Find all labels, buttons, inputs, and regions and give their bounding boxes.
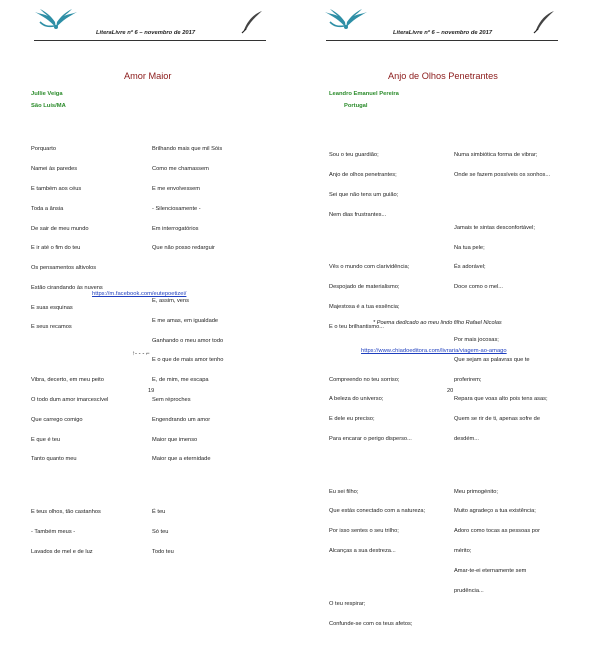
left-page (0, 0, 300, 555)
verse-line: Que estás conectado com a natureza; (329, 508, 426, 515)
poem-column-left (31, 120, 108, 588)
verse-line: Numa simbiótica forma de vibrar; (454, 152, 538, 159)
verse-line: Maior que imenso (152, 436, 198, 443)
poem-author: Leandro Emanuel Pereira (329, 91, 399, 97)
stanza (454, 475, 550, 607)
page-header: LiteraLivre nº 6 – novembro de 2017 (393, 30, 493, 36)
verse-line: De sair de meu mundo (31, 225, 89, 232)
verse-line: Só teu (152, 528, 169, 535)
verse-line: E me envolvessem (152, 185, 201, 192)
author-location: Portugal (344, 103, 368, 109)
verse-line: Majestosa é a tua essência; (329, 304, 400, 311)
header-divider (34, 40, 266, 41)
verse-line: Vês o mundo com clarividência; (329, 264, 410, 271)
stanza (329, 475, 425, 567)
author-location: São Luís/MA (31, 103, 66, 109)
verse-line: Amar-te-ei eternamente sem (454, 567, 527, 574)
verse-line: E suas esquinas (31, 304, 73, 311)
poem-column-right (454, 126, 550, 621)
page-number: 20 (447, 388, 454, 394)
verse-line: E seus recamos (31, 324, 72, 331)
dedication-note: * Poema dedicado ao meu lindo filho Rafael Nicolas (373, 320, 502, 326)
verse-line: - Silenciosamente - (152, 205, 201, 212)
verse-line: Eu sei filho; (329, 488, 359, 495)
verse-line: É teu (152, 509, 166, 516)
verse-line: E, de mim, me escapa (152, 377, 209, 384)
stanza (454, 139, 550, 192)
verse-line: Estão cirandando às nuvens (31, 284, 103, 291)
poem-column-right (152, 120, 223, 588)
poem-title: Anjo de Olhos Penetrantes (388, 71, 498, 81)
verse-line: Anjo de olhos penetrantes; (329, 172, 397, 179)
stanza (329, 588, 425, 641)
verse-line: O todo dum amor imarcescível (31, 396, 109, 403)
verse-line: Namei às paredes (31, 166, 78, 173)
verse-line: Nem dias frustrantes... (329, 211, 387, 218)
verse-line: Todo teu (152, 548, 174, 555)
quill-pen-icon (532, 10, 556, 34)
verse-line: Muito agradeço a tua existência; (454, 508, 536, 515)
verse-line: A beleza do universo; (329, 396, 384, 403)
verse-line: Adoro como tocas as pessoas por (454, 528, 540, 535)
verse-line: Alcanças a sua destreza... (329, 548, 396, 554)
stanza (31, 133, 108, 344)
verse-line: prudência... (454, 587, 484, 594)
verse-line: E, assim, vens (152, 298, 189, 305)
verse-line: O teu respirar; (329, 600, 366, 607)
verse-line: Por isso sentes o seu trilho; (329, 528, 399, 535)
wing-logo-icon (34, 8, 78, 32)
stanza (152, 496, 223, 569)
verse-line: Quem se rir de ti, apenas sofre de (454, 416, 540, 423)
verse-line: E o teu brilhantismo... (329, 323, 385, 330)
verse-line: Jamais te sintas desconfortável; (454, 224, 535, 231)
page-number: 19 (148, 388, 155, 394)
facebook-link[interactable]: https://m.facebook.com/eutepoetizei/ (92, 291, 187, 297)
verse-line: Onde se fazem possíveis os sonhos... (454, 172, 551, 179)
verse-line: E ir até o fim do teu (31, 245, 81, 252)
verse-line: Confunde-se com os teus afetos; (329, 620, 413, 627)
verse-line: Para encarar o perigo disperso... (329, 435, 412, 442)
verse-line: proferirem; (454, 376, 482, 383)
header-divider (326, 40, 558, 41)
verse-line: Por mais jocosas; (454, 337, 499, 343)
verse-line: Que não posso redarguir (152, 245, 215, 252)
poem-column-left (329, 126, 425, 654)
stanza (152, 285, 223, 476)
verse-line: E dele eu preciso; (329, 416, 375, 423)
verse-line: Sem réproches (152, 396, 191, 403)
verse-line: mérito; (454, 548, 472, 554)
stanza (454, 212, 550, 304)
verse-line: Que carrego comigo (31, 416, 83, 423)
stanza (329, 139, 425, 231)
signature-mark: ↑- - - ⌐ (132, 351, 150, 357)
stanza (31, 364, 108, 476)
publisher-link[interactable]: https://www.chiadoeditora.com/livraria/viagem-ao-amago (361, 348, 507, 354)
verse-line: Repara que voas alto pois tens asas; (454, 396, 548, 403)
verse-line: Sou o teu guardião; (329, 152, 379, 159)
verse-line: Compreendo no teu sorriso; (329, 376, 400, 383)
verse-line: Meu primogénito; (454, 488, 498, 495)
stanza (329, 251, 425, 343)
poem-author: Jullie Veiga (31, 91, 63, 97)
stanza (329, 363, 425, 455)
verse-line: E me amas, em igualdade (152, 317, 219, 324)
poem-title: Amor Maior (124, 71, 172, 81)
page-header: LiteraLivre nº 6 – novembro de 2017 (96, 30, 196, 36)
verse-line: Maior que a eternidade (152, 456, 211, 463)
verse-line: Despojado de materialismo; (329, 284, 400, 291)
verse-line: E o que de mais amor tenho (152, 357, 224, 364)
verse-line: Tanto quanto meu (31, 456, 77, 463)
verse-line: E teus olhos, tão castanhos (31, 509, 101, 516)
verse-line: Em interrogatórios (152, 225, 199, 232)
verse-line: Que sejam as palavras que te (454, 356, 530, 363)
verse-line: Ganhando o meu amor todo (152, 337, 224, 344)
verse-line: Porquarto (31, 146, 56, 153)
verse-line: Doce como o mel... (454, 284, 503, 291)
stanza (454, 324, 550, 456)
quill-pen-icon (240, 10, 264, 34)
verse-line: Vibra, decerto, em meu peito (31, 377, 104, 384)
verse-line: Na tua pele; (454, 244, 485, 251)
verse-line: Como me chamassem (152, 166, 209, 173)
verse-line: Toda a ânsia (31, 205, 64, 212)
verse-line: E que é teu (31, 436, 61, 443)
verse-line: E também aos céus (31, 185, 82, 192)
verse-line: És adorável; (454, 264, 486, 271)
verse-line: Lavados de mel e de luz (31, 548, 93, 555)
wing-logo-icon (324, 8, 368, 32)
stanza (31, 496, 108, 569)
verse-line: Sei que não tens um guião; (329, 191, 399, 198)
verse-line: Brilhando mais que mil Sóis (152, 146, 223, 153)
verse-line: desdém... (454, 435, 479, 442)
verse-line: Os pensamentos altivolos (31, 265, 97, 272)
stanza (152, 133, 223, 265)
verse-line: - Também meus - (31, 528, 76, 535)
verse-line: Engendrando um amor (152, 416, 211, 423)
